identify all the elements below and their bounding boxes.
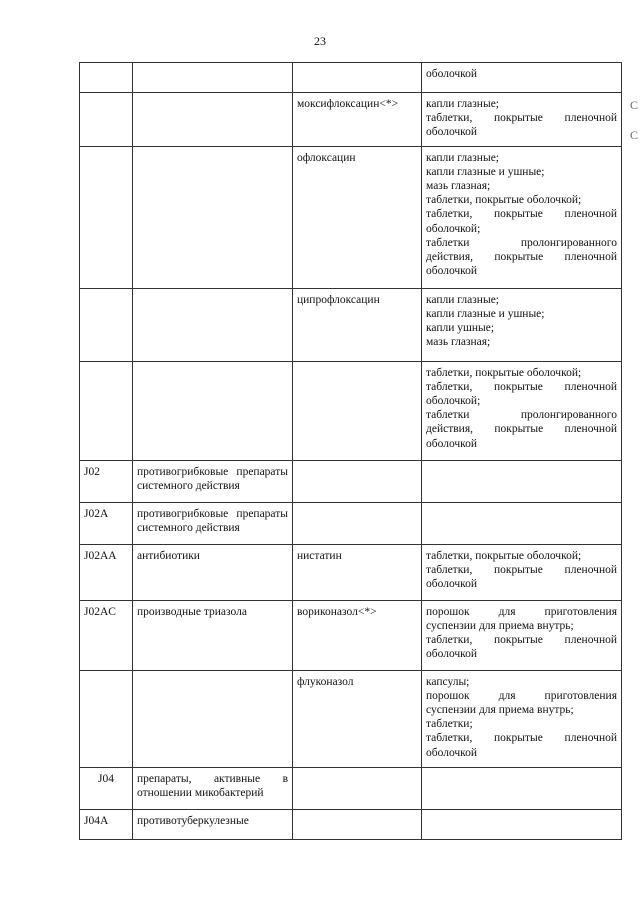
atc-code-cell: J04A <box>80 809 133 839</box>
dosage-form-line: таблетки; <box>426 718 473 731</box>
anatomical-group-cell: препараты, активные в отношении микобактерий <box>133 767 293 809</box>
dosage-form-line: капли глазные; <box>426 98 499 110</box>
margin-mark: С <box>629 98 638 112</box>
anatomical-group-cell: противогрибковые препараты системного действия <box>133 502 293 544</box>
atc-code-cell: J02 <box>80 460 133 502</box>
drug-name-cell: моксифлоксацин<*> <box>293 93 422 147</box>
anatomical-group-cell: антибиотики <box>133 544 293 600</box>
anatomical-group-cell <box>133 288 293 361</box>
table-row <box>80 809 622 839</box>
dosage-forms-cell <box>422 670 622 767</box>
dosage-forms-cell <box>422 361 622 460</box>
atc-code-cell <box>80 63 133 93</box>
dosage-form-line: капли глазные и ушные; <box>426 307 545 320</box>
atc-code-cell <box>80 361 133 460</box>
drug-table-body <box>80 63 622 840</box>
table-row <box>80 600 622 670</box>
dosage-forms-cell <box>422 544 622 600</box>
dosage-form-line: капли глазные; <box>426 151 499 164</box>
dosage-form-line: таблетки, покрытые пленочной оболочкой <box>426 112 617 139</box>
atc-code-cell: J02A <box>80 502 133 544</box>
dosage-form-line: таблетки, покрытые оболочкой; <box>426 549 582 562</box>
anatomical-group-cell <box>133 63 293 93</box>
dosage-forms-cell <box>422 460 622 502</box>
drug-name-cell <box>293 809 422 839</box>
dosage-form-line: таблетки, покрытые пленочной оболочкой; <box>426 208 617 235</box>
table-row <box>80 502 622 544</box>
table-row <box>80 288 622 361</box>
anatomical-group-cell <box>133 670 293 767</box>
table-row <box>80 670 622 767</box>
table-row <box>80 767 622 809</box>
anatomical-group-cell <box>133 93 293 147</box>
drug-name-cell: ципрофлоксацин <box>293 288 422 361</box>
atc-code-cell <box>80 670 133 767</box>
dosage-form-line: капсулы; <box>426 675 470 688</box>
atc-code-cell: J02AA <box>80 544 133 600</box>
dosage-form-line: таблетки, покрытые оболочкой; <box>426 366 582 379</box>
drug-name-cell: офлоксацин <box>293 146 422 288</box>
dosage-form-line: капли ушные; <box>426 322 495 335</box>
anatomical-group-cell: производные триазола <box>133 600 293 670</box>
dosage-form-line: таблетки, покрытые пленочной оболочкой <box>426 732 617 759</box>
dosage-forms-cell <box>422 502 622 544</box>
drug-name-cell <box>293 460 422 502</box>
table-row <box>80 63 622 93</box>
drug-name-cell: флуконазол <box>293 670 422 767</box>
anatomical-group-cell: противотуберкулезные <box>133 809 293 839</box>
dosage-form-line: мазь глазная; <box>426 336 491 349</box>
table-row <box>80 460 622 502</box>
table-row <box>80 93 622 147</box>
dosage-forms-cell <box>422 809 622 839</box>
dosage-form-line: таблетки пролонгированного действия, покрытые пленочной оболочкой <box>426 409 617 450</box>
atc-code-cell <box>80 146 133 288</box>
dosage-form-line: таблетки пролонгированного действия, покрытые пленочной оболочкой <box>426 236 617 278</box>
dosage-form-line: таблетки, покрытые пленочной оболочкой; <box>426 380 617 408</box>
dosage-forms-cell <box>422 767 622 809</box>
drug-name-cell <box>293 63 422 93</box>
anatomical-group-cell: противогрибковые препараты системного действия <box>133 460 293 502</box>
anatomical-group-cell <box>133 361 293 460</box>
atc-code-cell <box>80 93 133 147</box>
atc-code-cell <box>80 288 133 361</box>
dosage-forms-cell <box>422 63 622 93</box>
dosage-form-line: оболочкой <box>426 68 478 80</box>
atc-code-cell: J04 <box>80 767 133 809</box>
dosage-form-line: капли глазные; <box>426 293 499 306</box>
dosage-form-line: таблетки, покрытые оболочкой; <box>426 194 582 207</box>
dosage-form-line: мазь глазная; <box>426 180 491 193</box>
dosage-forms-cell <box>422 288 622 361</box>
drug-name-cell <box>293 767 422 809</box>
dosage-forms-cell <box>422 146 622 288</box>
drug-name-cell <box>293 502 422 544</box>
dosage-form-line: капли глазные и ушные; <box>426 165 545 178</box>
table-row <box>80 544 622 600</box>
table-row <box>80 146 622 288</box>
page-number: 23 <box>314 34 326 48</box>
margin-mark: С <box>629 128 638 142</box>
dosage-forms-cell <box>422 93 622 147</box>
dosage-form-line: таблетки, покрытые пленочной оболочкой <box>426 563 617 591</box>
atc-code-cell: J02AC <box>80 600 133 670</box>
dosage-form-line: порошок для приготовления суспензии для приема внутрь; <box>426 605 617 632</box>
dosage-form-line: таблетки, покрытые пленочной оболочкой <box>426 634 617 661</box>
dosage-form-line: порошок для приготовления суспензии для приема внутрь; <box>426 689 617 717</box>
drug-table <box>79 62 622 840</box>
drug-name-cell: нистатин <box>293 544 422 600</box>
anatomical-group-cell <box>133 146 293 288</box>
drug-name-cell: вориконазол<*> <box>293 600 422 670</box>
dosage-forms-cell <box>422 600 622 670</box>
table-row <box>80 361 622 460</box>
drug-name-cell <box>293 361 422 460</box>
